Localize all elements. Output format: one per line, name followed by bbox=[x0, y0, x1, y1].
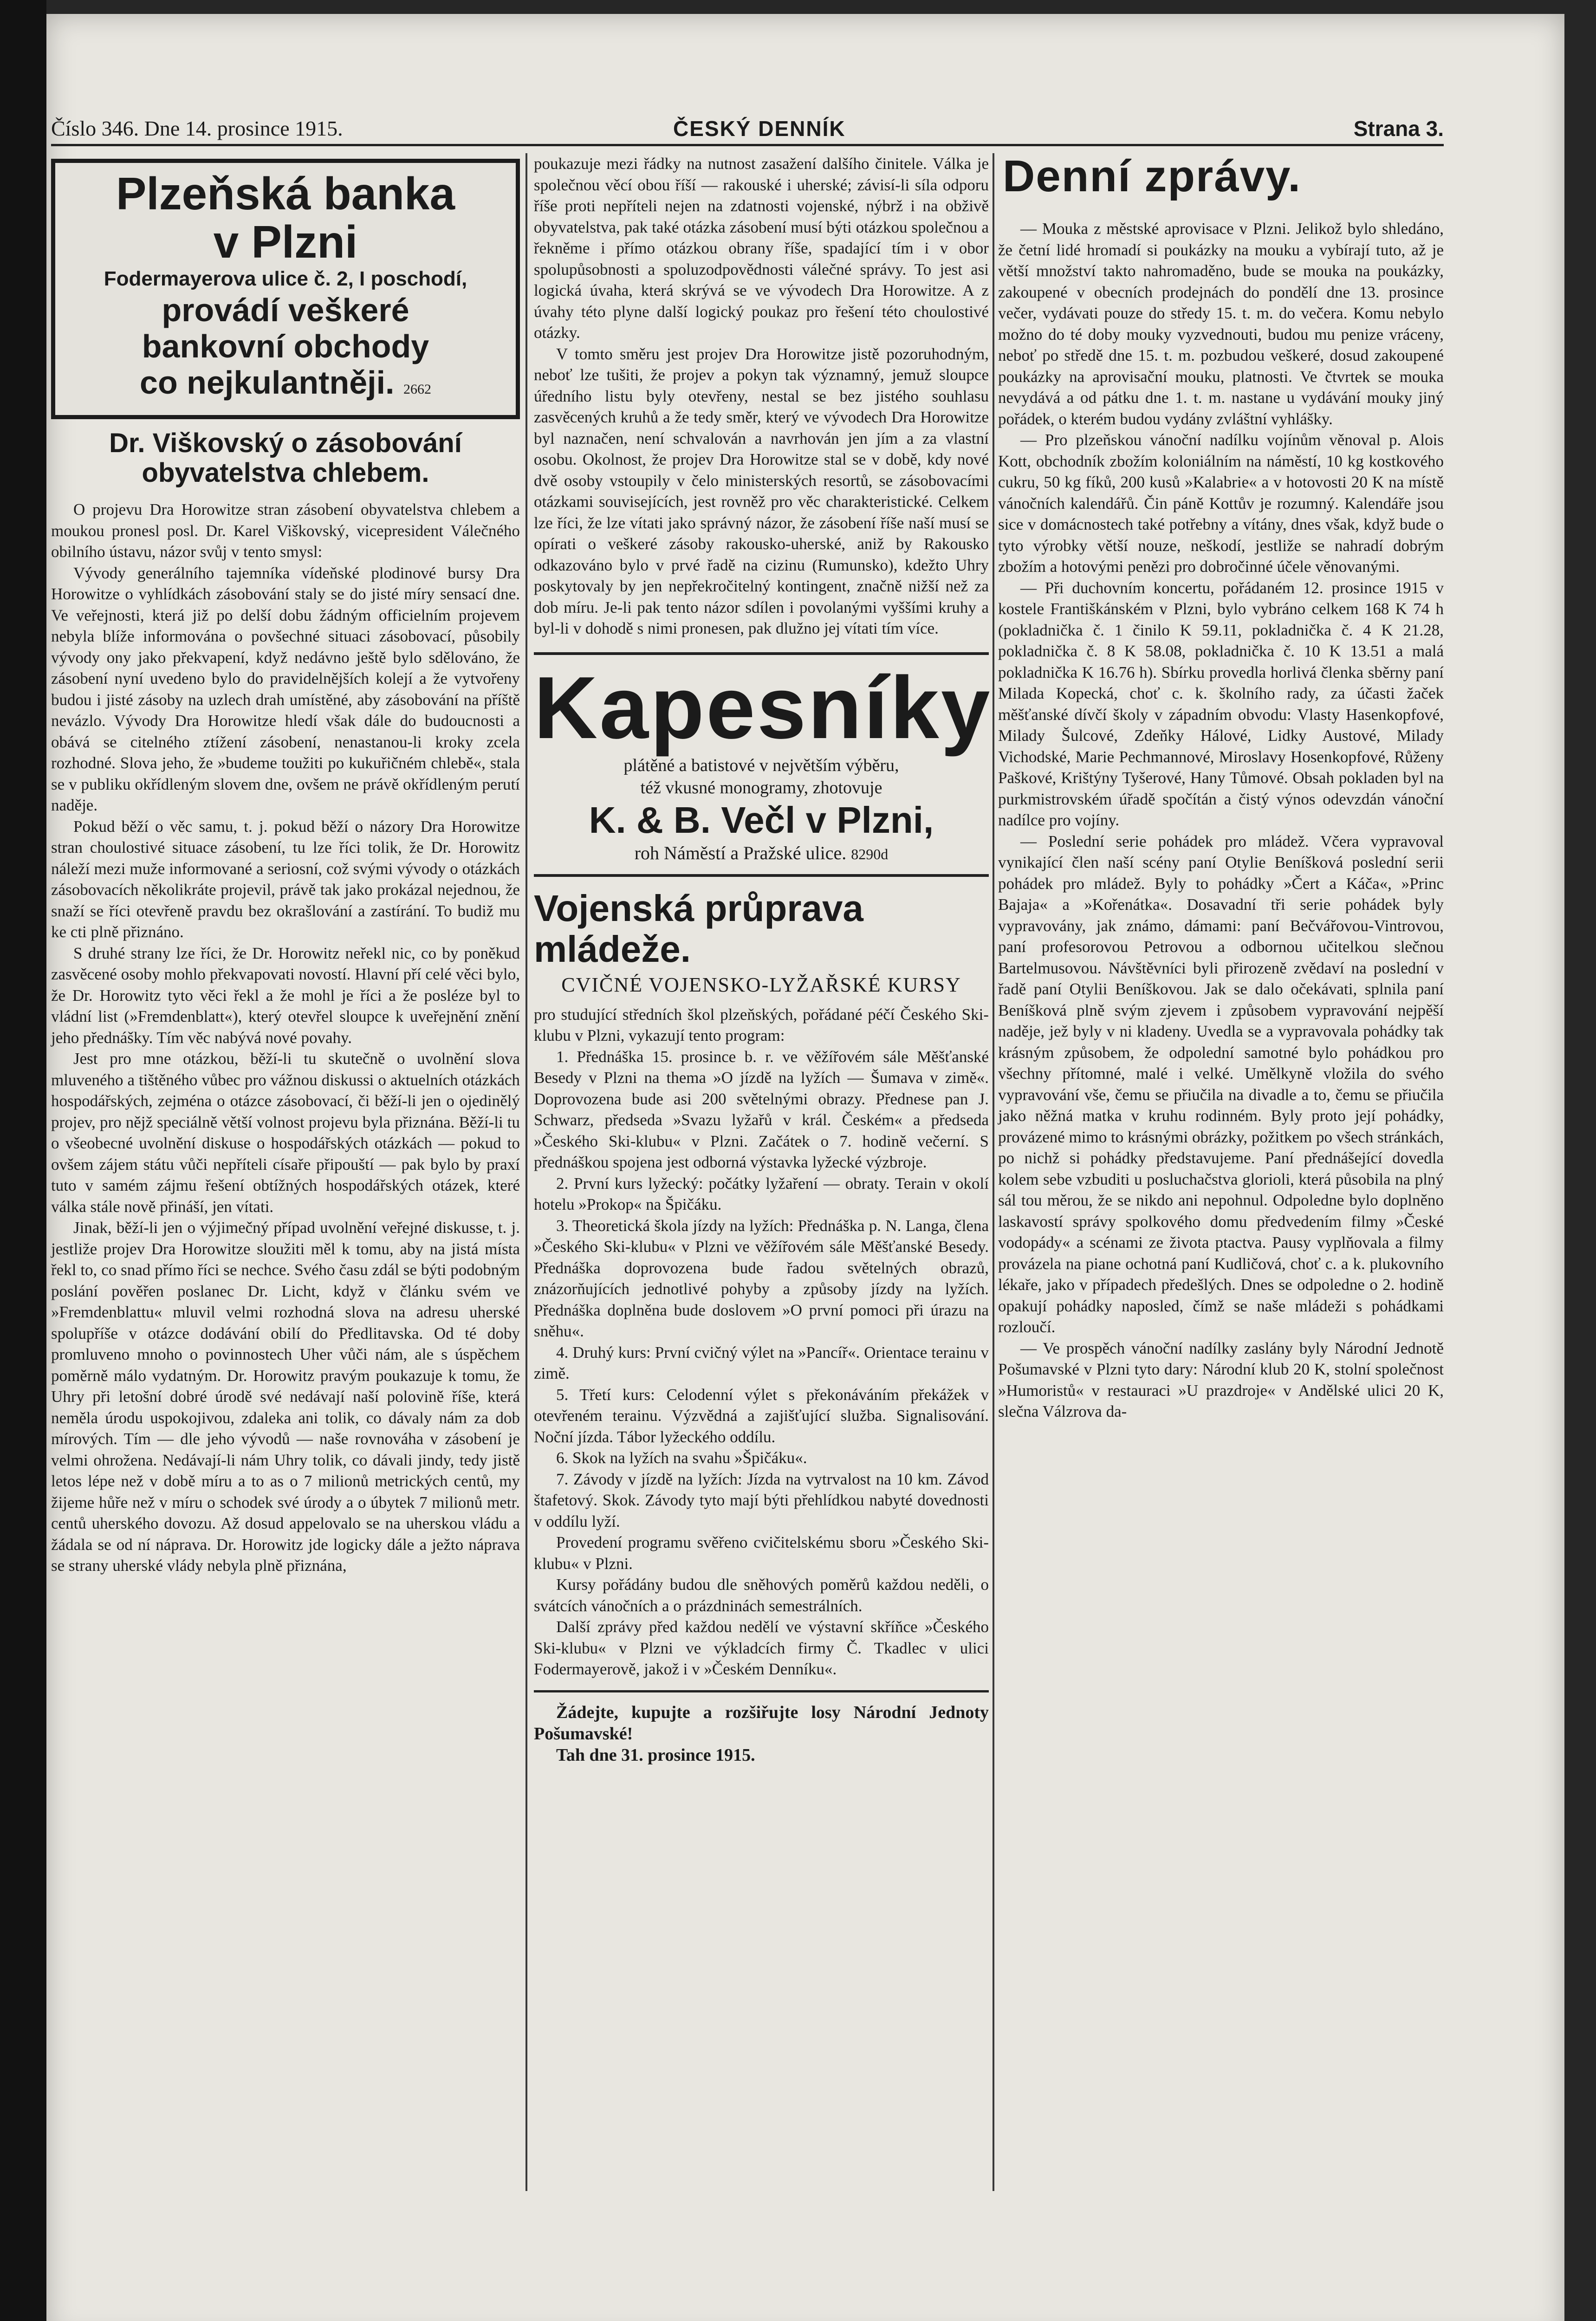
article-paragraph: Pokud běží o věc samu, t. j. pokud běží o názory Dra Horowitze stran choulostivé situace zásobení, tu lze říci tolik, že Dr. Horowitz náleží mezi muže informované a seriosní, což svými vývody o otázkách zásobovacích několikráte projevil, právě tak jako prokázal nejednou, že snaží se říci otevřeně pravdu bez okrašlování a zastírání. To budiž mu ke cti plně přiznáno. bbox=[51, 817, 520, 941]
article-paragraph: poukazuje mezi řádky na nutnost zasažení dalšího činitele. Válka je společnou věcí obou říší — rakouské i uherské; závisí-li síla odporu říše proti nepříteli nejen na zdatnosti vojenské, nýbrž i na obživě obyvatelstva, pak také otázka zásobení musí býti otázkou společnou a řekněme i přímo otázkou obrany říše, spadající tím i v obor spolupůsobnosti a spoluzodpovědnosti válečné správy. To jest asi logická úvaha, která skrývá se ve vývodech Dra Horowitze. A z úvahy této plyne další logický poukaz pro řešení této choulostivé otázky. bbox=[534, 155, 989, 342]
article-paragraph: 5. Třetí kurs: Celodenní výlet s překonáváním překážek v otevřeném terainu. Výzvědná a zajišťující služba. Signalisování. Noční jízda. Tábor lyžeckého oddílu. bbox=[534, 1385, 989, 1446]
lottery-notice bbox=[534, 1690, 989, 1766]
bank-line bbox=[60, 364, 511, 408]
section-headline: Denní zprávy. bbox=[1003, 151, 1302, 201]
bank-name: Plzeňská banka bbox=[116, 168, 455, 219]
bank-advertisement bbox=[51, 159, 520, 419]
article-paragraph: 1. Přednáška 15. prosince b. r. ve věžířovém sále Měšťanské Besedy v Plzni na thema »O jízdě na lyžích — Šumava v zimě«. Doprovozena bude asi 200 světelnými obrazy. Přednese pan J. Schwarz, předseda »Svazu lyžařů v král. Českém« a předseda »Českého Ski-klubu« v Plzni. Začátek o 7. hodině večerní. S přednáškou spojena jest odborná výstavka lyžecké výzbroje. bbox=[534, 1047, 989, 1171]
page-number: Strana 3. bbox=[1353, 117, 1444, 141]
bank-city: v Plzni bbox=[213, 216, 358, 267]
article-paragraph: pro studující středních škol plzeňských, pořádané péčí Českého Ski-klubu v Plzni, vykazují tento program: bbox=[534, 1005, 989, 1044]
article-paragraph: Jinak, běží-li jen o výjimečný případ uvolnění veřejné diskusse, t. j. jestliže projev Dra Horowitze sloužiti měl k tomu, aby na jistá místa řekl to, co snad přímo říci se nechce. Svého času zdál se býti podobným poslání pověřen poslanec Dr. Licht, když v článku svém ve »Fremdenblattu« mluvil velmi rozhodná slova na adresu uherské spolupříše v otázce dodávání obilí do Předlitavska. Od té doby promluveno mnoho o povinnostech Uher vůči nám, ale s úspěchem poměrně málo vydatným. Dr. Horowitz pravým poukazuje k tomu, že Uhry při letošní dobré úrodě své nedávají naší polovině říše, která neměla úrodu uspokojivou, zdaleka ani tolik, co dávaly nám za dob mírových. Tím — dle jeho vývodů — naše rovnováha v zásobení je velmi ohrožena. Nedávají-li nám Uhry tolik, co dávali jindy, tedy jistě letos lépe než v době míru a to as o 7 milionů metrických centů, my žijeme hůře než v míru o schodek své úrody a o úbytek 7 milionů metr. centů uherského dovozu. Až dosud appelovalo se na uherskou vládu a žádala se od ní náprava. Dr. Horowitz jde logicky dále a ježto náprava se strany uherské vlády nebyla plně přiznána, bbox=[51, 1219, 520, 1575]
article-paragraph: 7. Závody v jízdě na lyžích: Jízda na vytrvalost na 10 km. Závod štafetový. Skok. Závody tyto mají býti přehlídkou nabyté dovednosti v oddílu lyží. bbox=[534, 1470, 989, 1530]
article-paragraph: Další zprávy před každou nedělí ve výstavní skříňce »Českého Ski-klubu« v Plzni ve výkladcích firmy Č. Tkadlec v ulici Fodermayerově, jakož i v »Českém Denníku«. bbox=[534, 1618, 989, 1678]
bank-line: bankovní obchody bbox=[142, 328, 429, 364]
article-paragraph: S druhé strany lze říci, že Dr. Horowitz neřekl nic, co by poněkud zasvěcené osoby mohlo překvapovati novostí. Hlavní pří celé věci bylo, že Dr. Horowitz tyto věci řekl a že mohl je říci a že posléze byl to vládní list (»Fremdenblatt«), který otevřel sloupce k uveřejnění znění jeho přednášky. Tím věc nabývá nové povahy. bbox=[51, 944, 520, 1047]
ad-line: plátěné a batistové v největším výběru, bbox=[623, 755, 899, 775]
article-subtitle: CVIČNÉ VOJENSKO-LYŽAŘSKÉ KURSY bbox=[561, 973, 961, 996]
article-paragraph: 4. Druhý kurs: První cvičný výlet na »Pancíř«. Orientace terainu v zimě. bbox=[534, 1343, 989, 1382]
ad-firm: K. & B. Večl v Plzni, bbox=[589, 799, 934, 841]
ad-code: 8290d bbox=[851, 845, 889, 862]
ad-line: též vkusné monogramy, zhotovuje bbox=[640, 778, 882, 797]
column-rule bbox=[993, 153, 994, 2191]
ad-address bbox=[534, 842, 989, 866]
ski-course-article bbox=[534, 888, 989, 1680]
ad-address-text: roh Náměstí a Pražské ulice. bbox=[634, 842, 847, 863]
scan-left-border bbox=[0, 0, 46, 2321]
article-paragraph: Vývody generálního tajemníka vídeňské plodinové bursy Dra Horowitze o vyhlídkách zásobování staly se do jisté míry sensací dne. Ve veřejnosti, která již po delší dobu žádným officielním projevem nebyla blíže informována o povšechné situaci zásobovací, působily vývody ony jako překvapení, když nedávno ještě bylo sdělováno, že zásobení nyní uvedeno bylo do pravidelnějších kolejí a že vytvořeny budou i jisté zásoby na uzlech drah umístěné, aby zásobování na příště nevázlo. Vývody Dra Horowitze hledí však dále do budoucnosti a obává se citelného ztížení zásobení, nenastanou-li kroky zcela rozhodné. Slova jeho, že »budeme toužiti po kukuřičném chlebě«, stala se v publiku okřídleným slovem dne, ovšem ne právě okřídleným perutí naděje. bbox=[51, 564, 520, 814]
column-rule bbox=[526, 153, 527, 2191]
article-paragraph: 3. Theoretická škola jízdy na lyžích: Přednáška p. N. Langa, člena »Českého Ski-klubu« v Plzni ve věžířovém sále Měšťanské Besedy. Přednáška doprovozena bude řadou světelných obrazů, znázorňujících jednotlivé pohyby a způsoby jízdy na lyžích. Přednáška doplněna bude doslovem »O první pomoci při úrazu na sněhu«. bbox=[534, 1216, 989, 1340]
paper-title: ČESKÝ DENNÍK bbox=[673, 117, 846, 141]
article-paragraph: Jest pro mne otázkou, běží-li tu skutečně o uvolnění slova mluveného a tištěného vůbec pro vážnou diskussi o aktuelních otázkách hospodářských, zejména o otázce zásobovací, či běží-li jen o ojedinělý projev, pro nějž speciálně větší volnost projevu byla přiznána. Běží-li tu o všeobecné uvolnění diskuse o hospodářských otázkách — pokud to ovšem zájem státu vůči nepříteli císaře připouští — pak bylo by praxí tuto v samém zájmu řešení obtížných hospodářských otázek, které válka stále nově přináší, jen vítati. bbox=[51, 1050, 520, 1216]
column-2 bbox=[534, 153, 992, 1766]
notice-line: Tah dne 31. prosince 1915. bbox=[556, 1745, 755, 1765]
notice-line: Žádejte, kupujte a rozšiřujte losy Národní Jednoty Pošumavské! bbox=[534, 1702, 989, 1744]
page-header bbox=[51, 116, 1444, 146]
column-1 bbox=[51, 153, 520, 1576]
news-item: — Ve prospěch vánoční nadílky zaslány byly Národní Jednotě Pošumavské v Plzni tyto dary: Národní klub 20 K, stolní společnost »Humoristů« v restauraci »U prazdroje« v Andělské ulici 20 K, slečna Válzrova da- bbox=[998, 1339, 1444, 1420]
article-paragraph: V tomto směru jest projev Dra Horowitze jistě pozoruhodným, neboť lze tušiti, že projev a pokyn tak významný, jemuž sloupce úředního listu byly otevřeny, nestal se bez jistého souhlasu zasvěcených kruhů a že tedy směr, který ve vývodech Dra Horowitze byl naznačen, není schvalován a navrhován jen jím a za vlastní osobu. Okolnost, že projev Dra Horowitze stal se v době, kdy nové dvě osoby vstoupily v čelo ministerských resortů, se zásobovacími otázkami souvisejících, jest rovněž pro věc charakteristické. Celkem lze říci, že lze vítati jako správný názor, že zásobení říše naší musí se opírati o veškeré zásoby rakousko-uherské, aniž by Rakousko odkazováno bylo v prvé řadě na cizinu (Rumunsko), kdežto Uhry poskytovaly by jen nepřekročitelný kontingent, značně nižší než za dob míru. Je-li pak tento názor sdílen i povolanými vyššími kruhy a byl-li v dohodě s nimi pronesen, pak dlužno jej vítati tím více. bbox=[534, 344, 989, 637]
bank-address: Fodermayerova ulice č. 2, I poschodí, bbox=[104, 267, 467, 290]
news-item: — Pro plzeňskou vánoční nadílku vojínům věnoval p. Alois Kott, obchodník zbožím koloniálním na náměstí, 10 kg kostkového cukru, 50 kg fíků, 200 kusů »Kalabrie« a v hotovosti 20 K na místě vánočních kalendářů. Čin páně Kottův je rozumný. Kalendáře jsou sice v domácnostech také potřebny a vítány, dnes však, když bude o tyto výrobky větší nouze, neškodí, jestliže se nahradí dobrým zbožím a hotovými penězi pro dobročinné účele věnovanými. bbox=[998, 431, 1444, 576]
ad-title: Kapesníky bbox=[534, 658, 992, 757]
article-paragraph: 6. Skok na lyžích na svahu »Špičáku«. bbox=[556, 1449, 807, 1467]
bank-slogan: co nejkulantněji. bbox=[140, 364, 395, 401]
article-headline: Dr. Viškovský o zásobování obyvatelstva chlebem. bbox=[109, 428, 462, 488]
article-paragraph: 2. První kurs lyžecký: počátky lyžaření — obraty. Terain v okolí hotelu »Prokop« na Špičáku. bbox=[534, 1174, 989, 1213]
issue-date: Číslo 346. Dne 14. prosince 1915. bbox=[51, 117, 343, 140]
news-item: — Poslední serie pohádek pro mládež. Včera vypravoval vynikající člen naší scény paní Otylie Beníšková poslední serii pohádek pro mládež. Byly to pohádky »Čert a Káča«, »Princ Bajaja« a »Kořenátka«. Dosavadní tři serie pohádek byly vypravovány, jak známo, dámami: paní Bečvářovou-Vintrovou, paní profesorovou Petrovou a odbornou učitelkou slečnou Bartelmusovou. Návštěvníci byli přirozeně zvědaví na poslední v řadě paní Otylii Beníškovou. Jak se dalo očekávati, splnila paní Beníšková plně svým zjevem i způsobem vypravování nejpěší naděje, jež byly v ni kladeny. Uvedla se a vypravovala pohádky tak krásným způsobem, že odpolední samotné bylo pohádkou pro všechny přítomné, malé i velké. Umělkyně vložila do svého vypravování vše, čemu se přiučila na divadle a to, čemu se přiučila jako něžná matka v kruhu rodinném. Byly proto její pohádky, provázené mimo to krásnými obrázky, požitkem po všech stránkách, po nichž si pohádky představujeme. Paní přednášející dovedla kolem sebe vzbuditi u posluchačstva glorioli, která působila na plný sál tou měrou, že se nikdo ani nepohnul. Odpoledne bylo doplněno laskavostí správy spolkového domu předvedením filmy »České vodopády« a scénami ze života ptactva. Pausy vyplňovala a filmy provázela na piane ochotná paní Kudličová, choť c. a k. plukovního lékaře, jako v případech předešlých. Dnes se odpoledne o 2. hodině opakují pohádky naposled, čímž se naše mládeži s pohádkami rozloučí. bbox=[998, 832, 1444, 1336]
article-headline: Vojenská průprava mládeže. bbox=[534, 887, 863, 970]
news-item: — Při duchovním koncertu, pořádaném 12. prosince 1915 v kostele Františkánském v Plzni, bylo vybráno celkem 168 K 74 h (pokladnička č. 1 činilo K 59.11, pokladnička č. 4 K 21.28, pokladnička č. 8 K 58.08, pokladnička č. 10 K 13.51 a malá pokladnička K 16.76 h). Sbírku provedla horlivá členka sběrny paní Milada Kopecká, choť c. k. školního rady, za účasti žaček měšťanské dívčí školy v západním obvodu: Vlasty Hasenkopfové, Milady Šulcové, Zdeňky Hálové, Lidky Austové, Milady Vichodské, Marie Pechmannové, Miroslavy Hosenkopfové, Růženy Paškové, Krištýny Tyšerové, Hany Tůmové. Obsah pokladen byl na purkmistrovském úřadě spočítán a čistý výnos odevzdán vánoční nadílce pro vojíny. bbox=[998, 578, 1444, 829]
article-paragraph: Kursy pořádány budou dle sněhových poměrů každou neděli, o svátcích vánočních a o prázdninách semestrálních. bbox=[534, 1575, 989, 1615]
news-item: — Mouka z městské aprovisace v Plzni. Jelikož bylo shledáno, že četní lidé hromadí si poukázky na mouku a vybírají tuto, až je větší množství takto nahromaděno, bude se mouka na poukázky, zakoupené v obecních prodejnách do pondělí dne 13. prosince večer, vydávati pouze do středy 15. t. m. do večera. Komu nebylo možno do té doby mouky vyzvednouti, budou mu penize vráceny, neboť po středě dne 15. t. m. pozbudou veškeré, dosud zakoupené poukázky na aprovisační mouku, platnosti. Ve čtvrtek se mouka nevydává a od pátku dne 1. t. m. nastane u vydávání mouky jiný pořádek, o kterém budou vydány zvláštní vyhlášky. bbox=[998, 220, 1444, 428]
article-paragraph: Provedení programu svěřeno cvičitelskému sboru »Českého Ski-klubu« v Plzni. bbox=[534, 1533, 989, 1573]
ad-code: 2662 bbox=[403, 382, 431, 397]
column-3 bbox=[998, 153, 1444, 1422]
article-paragraph: O projevu Dra Horowitze stran zásobení obyvatelstva chlebem a moukou pronesl posl. Dr. Karel Viškovský, vicepresident Válečného obilního ústavu, názor svůj v tento smysl: bbox=[51, 500, 520, 561]
handkerchief-advertisement bbox=[534, 652, 992, 877]
bank-line: provádí veškeré bbox=[162, 292, 409, 328]
